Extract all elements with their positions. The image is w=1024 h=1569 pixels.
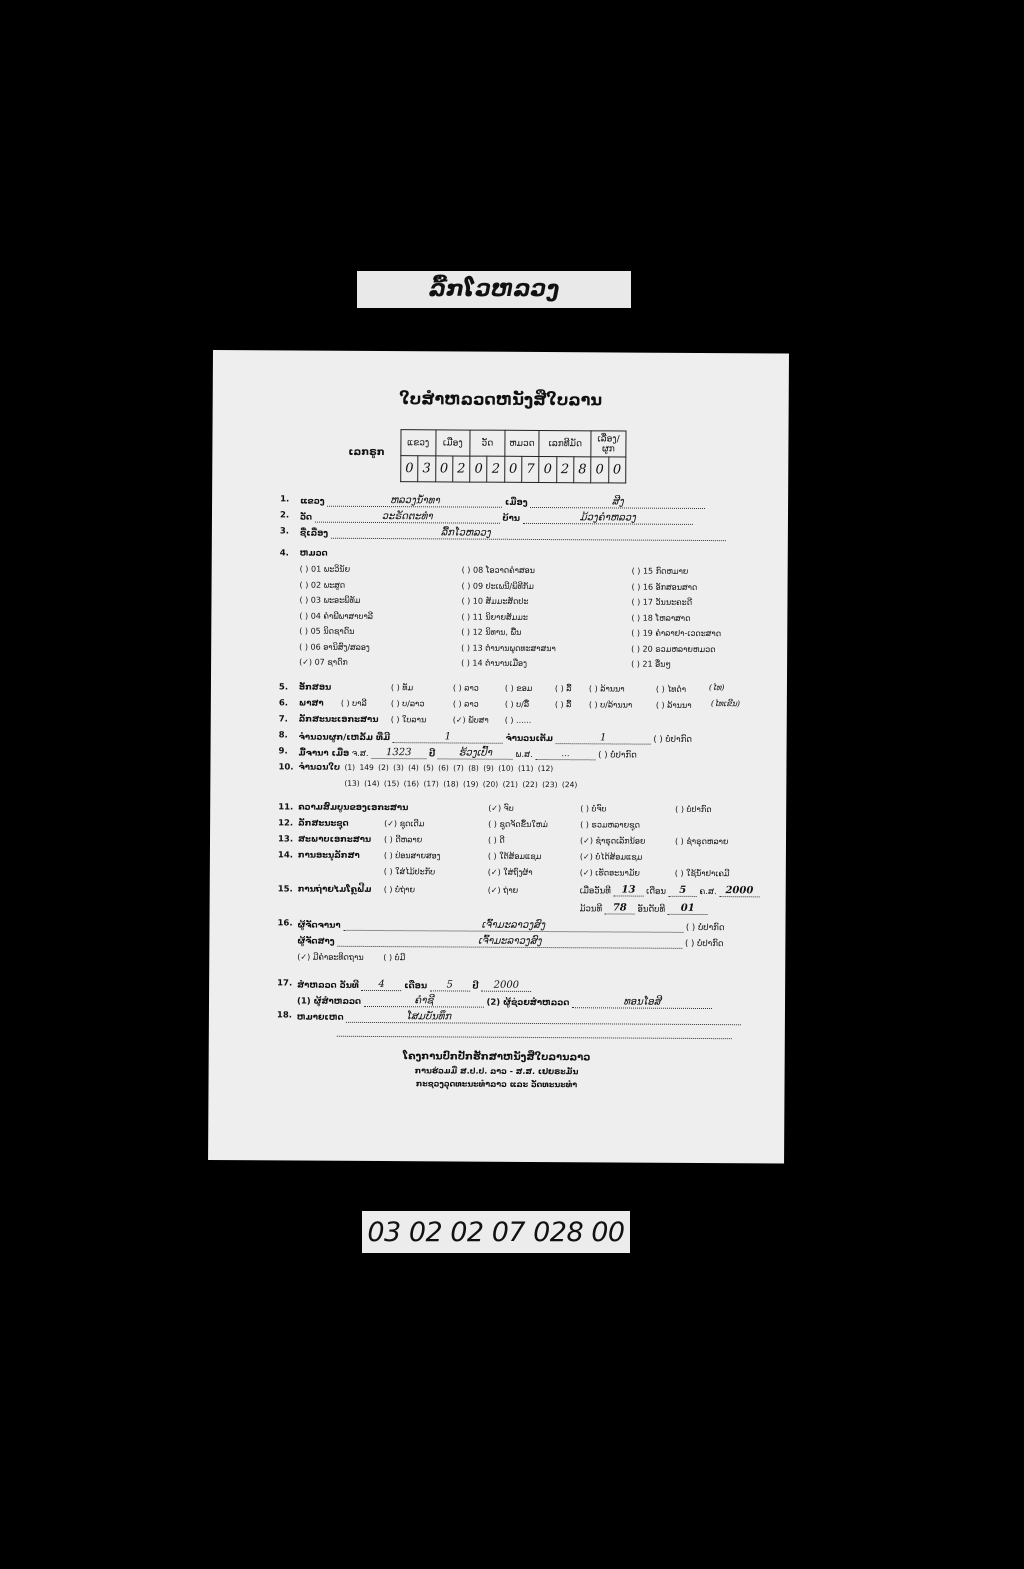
language-option[interactable]: (ໄທເຂີນ) [710, 699, 741, 709]
row-survey-date [297, 979, 531, 992]
condition-option[interactable]: ( ) ຊໍາຣຸດຫລາຍ [674, 836, 729, 847]
category-option[interactable]: ( ) 03 ພະອະພິທັມ [299, 595, 361, 605]
row-temple [300, 511, 693, 525]
category-label: ຫມວດ [299, 548, 328, 559]
code-header: ເລກທີມັດ [539, 430, 591, 456]
survey-year-label: ປີ [472, 981, 479, 992]
language-option[interactable]: ( ) ບາລີ [340, 698, 367, 708]
microfilm-day: 13 [613, 884, 643, 896]
category-option[interactable]: ( ) 18 ໂຫລາສາດ [631, 613, 691, 623]
code-digit: 0 [539, 456, 556, 482]
assistant-label: (2) ຜູ້ຊ່ວຍສໍາຫລວດ [486, 997, 570, 1009]
sponsor-value: ເຈົ້າມະລາວງສົງ [337, 935, 682, 949]
code-header: ແຂວງ [401, 430, 436, 456]
category-option[interactable]: ( ) 17 ວັນນະຄະດີ [631, 597, 693, 607]
completeness-option[interactable]: (✓) ຈົບ [488, 803, 514, 813]
code-header: ເລື່ອງ/ຜູກ [591, 431, 626, 457]
row-volumes [299, 731, 692, 745]
leaves-counts-2: (13) (14) (15) (16) (17) (18) (19) (20) (21) (22) (23) (24) [344, 778, 578, 790]
title-label: ຊື່ເລື່ອງ [299, 528, 329, 539]
microfilm-option[interactable]: ( ) ບໍ່ຖ່າຍ [383, 885, 416, 895]
row-number: 13. [277, 834, 294, 845]
microfilm-date-label: ເມື່ອວັນທີ [579, 886, 611, 897]
prayer-option[interactable]: (✓) ມີຄໍາອະທິດຖານ [297, 952, 364, 962]
row-number: 6. [278, 698, 289, 709]
condition-option[interactable]: ( ) ດີຫລາຍ [383, 835, 423, 845]
era2-label: ພ.ສ. [515, 749, 533, 760]
conservation-option[interactable]: ( ) ໃຊ້ນໍ້າຢາເຄມີ [674, 868, 730, 879]
row-number: 8. [278, 730, 288, 741]
prayer-option[interactable]: ( ) ບໍ່ມີ [383, 953, 406, 963]
code-digit: 0 [504, 456, 521, 482]
set-label: ລັກສະນະຊຸດ [298, 818, 349, 829]
notes-line [337, 1027, 732, 1039]
conservation-option[interactable]: ( ) ໃສ່ໄມ້ປະກັບ [383, 867, 436, 877]
survey-month: 5 [430, 979, 470, 991]
script-option[interactable]: ( ) ຂອມ [504, 683, 533, 693]
footer-line-2: ການຮ່ວມມື ສ.ປ.ປ. ລາວ - ສ.ສ. ເຢຍຣະມັນ [414, 1066, 579, 1077]
category-option[interactable]: ( ) 01 ພະວິນັຍ [299, 564, 351, 574]
notes-value: ໂສມບັນທຶກ [346, 1011, 741, 1025]
surveyor-value: ຄໍາຊີ [364, 995, 484, 1008]
row-number: 10. [278, 762, 294, 773]
row-number: 9. [278, 746, 288, 757]
doctype-option[interactable]: ( ) ໃບລານ [390, 715, 427, 725]
scribe-label: ຜູ້ຈັດຈານາ [297, 920, 341, 931]
bottom-code-label: 03 02 02 07 028 00 [362, 1211, 630, 1253]
era-label: ຈ.ສ. [351, 748, 369, 759]
script-option[interactable]: (ໄທ) [708, 683, 725, 693]
category-option[interactable]: ( ) 11 ນິຍາຍສັມມະ [461, 612, 528, 622]
survey-day: 4 [362, 979, 402, 991]
category-option[interactable]: ( ) 06 ອານິສົງ/ສລອງ [299, 642, 370, 652]
row-number: 12. [278, 818, 294, 829]
category-option[interactable]: ( ) 13 ຕໍານານພຸດທະສາສນາ [461, 643, 556, 653]
code-digit: 7 [522, 456, 539, 482]
language-option[interactable]: ( ) ບ/ລາວ [390, 699, 425, 709]
row-number: 17. [277, 978, 293, 989]
condition-option[interactable]: (✓) ຊໍາຣຸດເລັກນ້ອຍ [579, 836, 646, 846]
row-number: 11. [278, 802, 294, 813]
survey-date-label: ສໍາຫລວດ ວັນທີ [297, 980, 359, 991]
language-label: ພາສາ [298, 698, 324, 709]
doctype-label: ລັກສະນະເອກະສານ [298, 714, 379, 726]
code-digit: 0 [435, 456, 452, 482]
survey-month-label: ເດືອນ [404, 981, 428, 992]
era2-value: ... [535, 749, 595, 760]
category-option[interactable]: (✓) 07 ຊາດົກ [299, 657, 348, 667]
code-digit: 3 [418, 456, 435, 482]
scribe-value: ເຈົ້າມະລາວງສົງ [343, 919, 683, 933]
category-option[interactable]: ( ) 15 ກົດຫມາຍ [631, 566, 689, 576]
set-option[interactable]: ( ) ຊຸດຈັດຂຶ້ນໃຫມ່ [488, 819, 548, 830]
conservation-option[interactable]: ( ) ປ່ອນສາຍສອງ [383, 851, 441, 861]
row-number: 16. [277, 918, 293, 929]
script-option[interactable]: ( ) ໄທດໍາ [655, 684, 687, 694]
code-table [400, 429, 626, 483]
category-option[interactable]: ( ) 10 ສັມມະສັດປະ [461, 596, 529, 606]
category-option[interactable]: ( ) 08 ໂອວາດຄໍາສອນ [461, 565, 535, 575]
script-option[interactable]: ( ) ລາວ [452, 683, 479, 693]
leaves-counts-1: (1) 149 (2) (3) (4) (5) (6) (7) (8) (9) (10) (11) (12) [344, 762, 554, 774]
language-option[interactable]: ( ) ລື້ [554, 700, 572, 710]
survey-year: 2000 [481, 980, 531, 992]
code-digit: 0 [401, 456, 418, 482]
volumes-full-label: ຈໍານວນເຕັມ [505, 733, 553, 745]
category-option[interactable]: ( ) 04 ຄໍາພີພາສາບາລີ [299, 611, 374, 621]
category-option[interactable]: ( ) 14 ຕໍານານເມືອງ [461, 658, 528, 668]
scribe-option[interactable]: ( ) ບໍ່ປາກົດ [685, 922, 725, 934]
year-name: ຮ້ວງເປົ້າ [438, 747, 513, 759]
row-date-written [299, 747, 637, 761]
conservation-option[interactable]: (✓) ບໍ່ໄດ້ສ້ອມແຊມ [579, 852, 643, 862]
assistant-value: ທອນໂອສີ [572, 996, 712, 1009]
code-digit: 2 [453, 456, 470, 482]
code-header: ຫມວດ [505, 430, 540, 456]
era-year: 1323 [371, 747, 426, 759]
set-option[interactable]: (✓) ຊຸດເດີມ [384, 819, 425, 829]
row-number: 1. [280, 494, 290, 505]
province-label: ແຂວງ [300, 496, 325, 507]
province-value: ຫລວງນໍ້າທາ [327, 495, 502, 508]
code-digit: 0 [591, 457, 608, 483]
category-option[interactable]: ( ) 19 ຄໍາລາຢາ-ເວດະສາດ [631, 628, 722, 639]
top-title-label: ລື້ກໂວຫລວງ [357, 271, 631, 308]
script-label: ອັກສອນ [298, 682, 332, 693]
script-option[interactable]: ( ) ລື້ [554, 684, 572, 694]
temple-label: ວັດ [299, 512, 313, 523]
doctype-option[interactable]: (✓) ພັບສາ [452, 715, 489, 725]
code-label: ເລກຣູກ [348, 446, 385, 459]
volumes-value: 1 [393, 731, 503, 744]
condition-option[interactable]: ( ) ດີ [487, 835, 505, 845]
row-number: 5. [278, 682, 289, 693]
surveyor-label: (1) ຜູ້ສໍາຫລວດ [296, 996, 362, 1007]
volumes-label: ຈໍານວນຜູກ/ເຫລັ້ມ ທີ່ມີ [298, 732, 391, 744]
category-option[interactable]: ( ) 20 ຣວມຫລາຍຫມວດ [631, 644, 716, 654]
district-label: ເມືອງ [505, 497, 528, 508]
condition-label: ສະພາບເອກະສານ [297, 834, 372, 845]
row-title [300, 527, 726, 542]
row-number: 2. [279, 510, 290, 521]
microfilm-option[interactable]: (✓) ຖ່າຍ [487, 885, 519, 895]
code-digit: 0 [608, 457, 625, 483]
row-sponsor [297, 935, 723, 950]
date-option[interactable]: ( ) ບໍ່ປາກົດ [598, 750, 637, 761]
microfilm-reel [580, 902, 708, 915]
village-label: ບ້ານ [502, 513, 521, 524]
survey-form-sheet [208, 350, 789, 1164]
reel-value: 78 [605, 902, 635, 914]
language-option[interactable]: ( ) ບ/ລ້ານນາ [588, 700, 633, 710]
row-number: 4. [279, 548, 289, 559]
row-number: 7. [278, 714, 288, 725]
conservation-option[interactable]: (✓) ໃສ່ຖົງຜ້າ [487, 867, 533, 877]
row-number: 15. [277, 884, 293, 895]
row-province [300, 495, 705, 509]
year-label: ປີ [428, 749, 436, 760]
district-value: ສີງ [530, 496, 705, 509]
row-number: 3. [279, 526, 290, 537]
category-option[interactable]: ( ) 05 ນິດຊາດົນ [299, 626, 355, 636]
volumes-full-value: 1 [556, 732, 651, 745]
sponsor-option[interactable]: ( ) ບໍ່ປາກົດ [684, 938, 724, 950]
language-option[interactable]: ( ) ລ້ານນາ [655, 700, 692, 710]
volumes-option[interactable]: ( ) ບໍ່ປາກົດ [653, 734, 693, 745]
footer-line-1: ໂຄງການປົກປັກຮັກສາຫນັງສືໃບລານລາວ [402, 1051, 591, 1064]
conservation-option[interactable]: ( ) ໃຕ້ສ້ອມແຊມ [487, 851, 542, 862]
temple-value: ວະຣັດຕະທໍາ [315, 511, 500, 524]
row-number: 18. [276, 1010, 293, 1021]
completeness-label: ຄວາມສົມບູນຂອງເອກະສານ [298, 802, 409, 814]
language-option[interactable]: ( ) ບ/ລື້ [504, 699, 530, 709]
row-number: 14. [277, 850, 294, 861]
code-digit: 0 [470, 456, 487, 482]
order-value: 01 [668, 903, 708, 915]
language-option[interactable]: ( ) ລາວ [452, 699, 479, 709]
code-header: ວັດ [470, 430, 505, 456]
script-option[interactable]: ( ) ທັມ [390, 683, 414, 693]
completeness-option[interactable]: ( ) ບໍ່ຈົບ [580, 804, 607, 814]
doctype-option[interactable]: ( ) ...... [504, 715, 532, 725]
order-label: ອັນດັບທີ [637, 904, 666, 915]
script-option[interactable]: ( ) ລ້ານນາ [588, 684, 625, 694]
date-written-label: ມື້ຈານາ ເມື່ອ [298, 748, 350, 759]
code-header: ເມືອງ [435, 430, 470, 456]
village-value: ມ້ວງຄໍາຫລວງ [523, 512, 693, 525]
row-notes [297, 1011, 741, 1026]
microfilm-month-label: ເດືອນ [646, 886, 667, 897]
set-option[interactable]: ( ) ຣວມຫລາຍຊຸດ [580, 820, 640, 830]
title-value: ລື້ກໂວຫລວງ [331, 527, 726, 541]
category-option[interactable]: ( ) 12 ນິທານ, ພື້ນ [461, 627, 522, 637]
category-option[interactable]: ( ) 16 ອັກສອນສາດ [631, 582, 698, 592]
conservation-option[interactable]: (✓) ເຮັດອະນາມັຍ [579, 868, 640, 878]
code-digit: 8 [574, 457, 591, 483]
category-option[interactable]: ( ) 21 ອື່ນໆ [631, 659, 671, 669]
sponsor-label: ຜູ້ຈັດສາງ [297, 936, 335, 947]
row-surveyors [297, 995, 712, 1010]
code-digit: 2 [487, 456, 504, 482]
microfilm-month: 5 [669, 885, 697, 897]
reel-label: ມ້ວນທີ [579, 904, 603, 915]
code-digit: 2 [556, 457, 573, 483]
row-scribe [297, 919, 724, 934]
microfilm-year-label: ຄ.ສ. [699, 886, 717, 898]
leaves-label: ຈໍານວນໃບ [298, 762, 341, 773]
category-option[interactable]: ( ) 02 ພະສູດ [299, 580, 346, 590]
completeness-option[interactable]: ( ) ບໍ່ປາກົດ [675, 804, 712, 815]
microfilm-label: ການຖ່າຍໄມໂຄຼຟີມ [297, 884, 372, 895]
microfilm-year: 2000 [719, 885, 759, 897]
category-option[interactable]: ( ) 09 ປະເພນີ/ພິທີກັມ [461, 581, 534, 591]
conservation-label: ການອະນຸລັກສາ [297, 850, 360, 861]
notes-label: ຫມາຍເຫດ [296, 1012, 344, 1023]
form-title: ໃບສໍາຫລວດຫນັງສືໃບລານ [399, 389, 603, 410]
microfilm-date [580, 884, 760, 897]
footer-line-3: ກະຊວງວຸດທະນະທໍາລາວ ແລະ ວັດທະນະທໍາ [415, 1079, 578, 1090]
